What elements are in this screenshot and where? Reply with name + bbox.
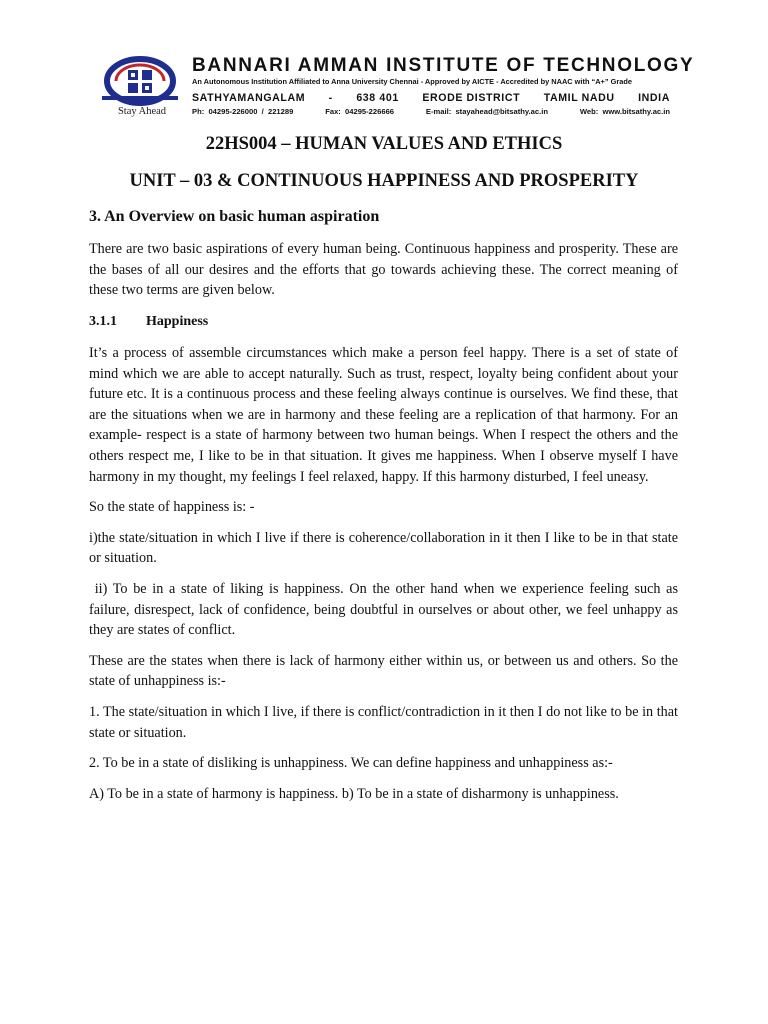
institute-contact xyxy=(192,106,670,118)
happiness-section xyxy=(89,343,682,804)
body-paragraph: ii) To be in a state of liking is happiness. On the other hand when we experience feeling such as failure, disrespect, lack of confidence, being doubtful in ourselves or about other, we feel unhappy as they are states of conflict. xyxy=(89,580,682,639)
body-paragraph: It’s a process of assemble circumstances which make a person feel happy. There is a set of state of mind which we are able to accept naturally. Such as trust, respect, loyalty being confident about your future etc. It is a continuous process and these feeling always continue is ourselves. We find these, that are the situations when we are in harmony and these feeling are a replication of that harmony. For an example- respect is a state of harmony between two human beings. When I respect the others and the others respect me, I like to be in that situation. It gives me happiness. When I observe myself I have harmony in my thought, my feelings I feel relaxed, happy. If this harmony disturbed, I feel uneasy. xyxy=(89,345,678,485)
body-paragraph: i)the state/situation in which I live if there is coherence/collaboration in it then I like to be in that state or situation. xyxy=(89,529,678,567)
address-part: INDIA xyxy=(638,92,670,104)
institute-address xyxy=(192,91,670,105)
letterhead xyxy=(98,55,695,122)
institute-affiliation: An Autonomous Institution Affiliated to Anna University Chennai - Approved by AICTE - Accredited by NAAC with “A+” Grade xyxy=(192,77,632,86)
subsection-number: 3.1.1 xyxy=(89,314,117,329)
subsection-title: Happiness xyxy=(146,314,209,329)
logo-emblem-icon xyxy=(98,56,182,106)
body-paragraph: A) To be in a state of harmony is happiness. b) To be in a state of disharmony is unhappiness. xyxy=(89,785,619,802)
address-part: ERODE DISTRICT xyxy=(422,92,521,104)
section-heading: 3. An Overview on basic human aspiration xyxy=(89,208,380,225)
address-part: - xyxy=(328,92,333,104)
body-paragraph: These are the states when there is lack of harmony either within us, or between us and others. So the state of unhappiness is:- xyxy=(89,652,678,690)
website-address: Web: www.bitsathy.ac.in xyxy=(579,107,670,116)
institute-details xyxy=(192,55,695,118)
intro-paragraph: There are two basic aspirations of every human being. Continuous happiness and prosperity. These are the bases of all our desires and the efforts that go towards achieving these. The correct meaning of these two terms are given below. xyxy=(89,241,678,299)
phone-number: Ph: 04295-226000 / 221289 xyxy=(192,107,294,116)
address-part: SATHYAMANGALAM xyxy=(192,92,306,104)
email-address: E-mail: stayahead@bitsathy.ac.in xyxy=(425,107,548,116)
institute-logo xyxy=(98,56,182,122)
body-paragraph: 2. To be in a state of disliking is unhappiness. We can define happiness and unhappiness as:- xyxy=(89,755,613,772)
address-part: TAMIL NADU xyxy=(543,92,615,104)
address-part: 638 401 xyxy=(356,92,399,104)
body-paragraph: So the state of happiness is: - xyxy=(89,499,255,516)
intro-section xyxy=(89,239,678,301)
institute-name: BANNARI AMMAN INSTITUTE OF TECHNOLOGY xyxy=(192,55,695,76)
body-paragraph: 1. The state/situation in which I live, if there is conflict/contradiction in it then I do not like to be in that state or situation. xyxy=(89,703,678,741)
logo-tagline: Stay Ahead xyxy=(117,106,167,117)
fax-number: Fax: 04295-226666 xyxy=(325,107,395,116)
course-title: 22HS004 – HUMAN VALUES AND ETHICS xyxy=(205,134,563,154)
unit-title: UNIT – 03 & CONTINUOUS HAPPINESS AND PROSPERITY xyxy=(129,171,639,191)
subsection-heading xyxy=(89,314,208,330)
